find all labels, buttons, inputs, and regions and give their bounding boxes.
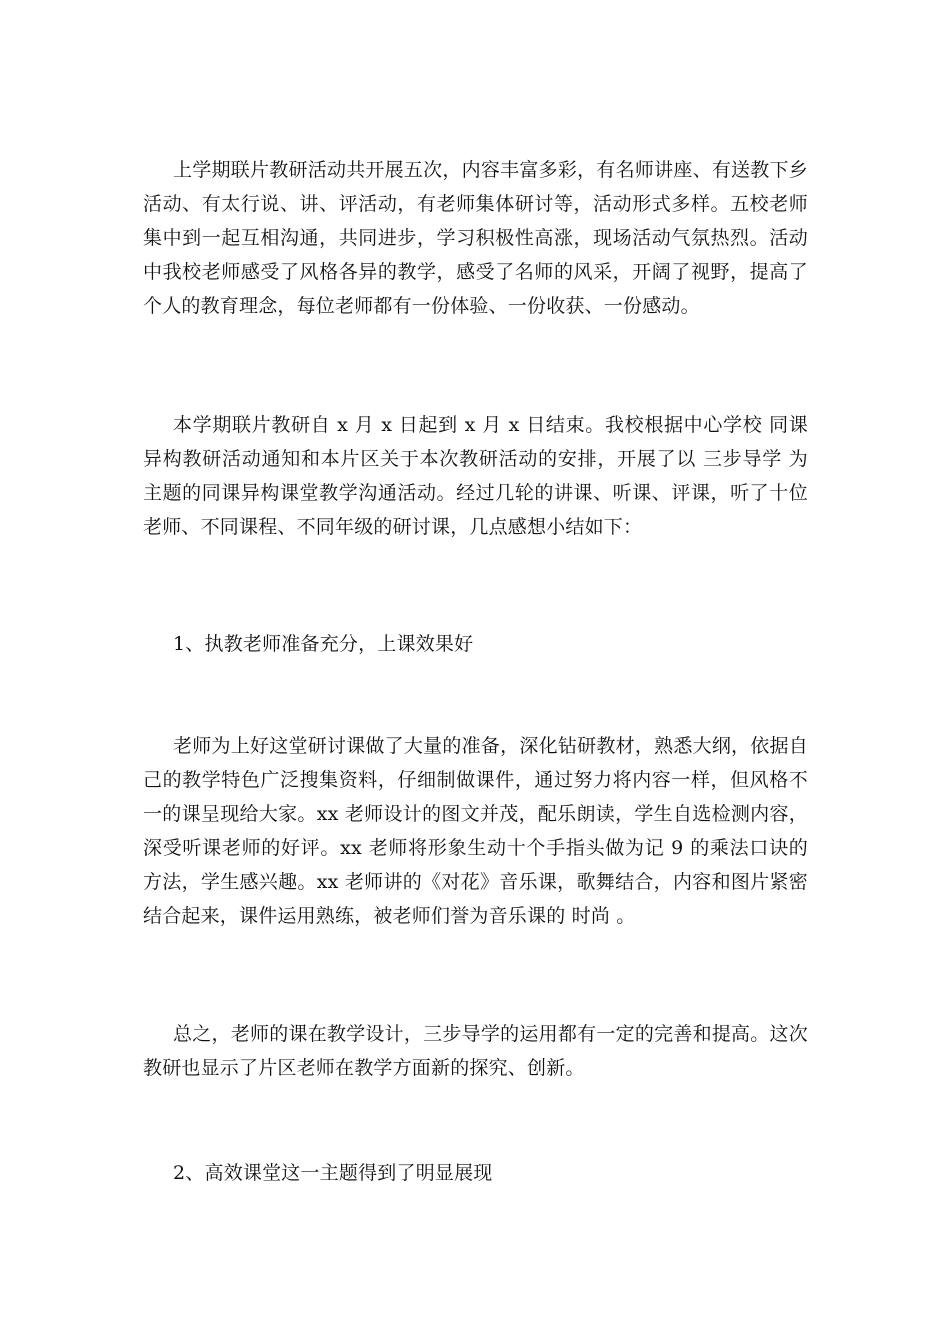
- paragraph-activity-review: 上学期联片教研活动共开展五次，内容丰富多彩，有名师讲座、有送教下乡活动、有太行说、讲、评活动，有老师集体研讨等，活动形式多样。五校老师集中到一起互相沟通，共同进步，学习积极性高涨，现场活动气氛热烈。活动中我校老师感受了风格各异的教学，感受了名师的风采，开阔了视野，提高了个人的教育理念，每位老师都有一份体验、一份收获、一份感动。: [143, 159, 808, 317]
- paragraph-semester-overview: 本学期联片教研自 x 月 x 日起到 x 月 x 日结束。我校根据中心学校 同课异构教研活动通知和本片区关于本次教研活动的安排，开展了以 三步导学 为主题的同课异构课堂教学沟通活动。经过几轮的讲课、听课、评课，听了十位老师、不同课程、不同年级的研讨课，几点感想小结如下：: [143, 414, 808, 538]
- section-heading-2: 2、高效课堂这一主题得到了明显展现: [173, 1162, 493, 1184]
- paragraph-summary: 总之，老师的课在教学设计，三步导学的运用都有一定的完善和提高。这次教研也显示了片区老师在教学方面新的探究、创新。: [143, 1023, 808, 1079]
- paragraph-teacher-preparation: 老师为上好这堂研讨课做了大量的准备，深化钻研教材，熟悉大纲，依据自己的教学特色广泛搜集资料，仔细制做课件，通过努力将内容一样，但风格不一的课呈现给大家。xx 老师设计的图文并茂，配乐朗读，学生自选检测内容，深受听课老师的好评。xx 老师将形象生动十个手指头做为记 9 的乘法口诀的方法，学生感兴趣。xx 老师讲的《对花》音乐课，歌舞结合，内容和图片紧密结合起来，课件运用熟练，被老师们誉为音乐课的 时尚 。: [143, 735, 808, 927]
- section-heading-1: 1、执教老师准备充分，上课效果好: [173, 633, 474, 655]
